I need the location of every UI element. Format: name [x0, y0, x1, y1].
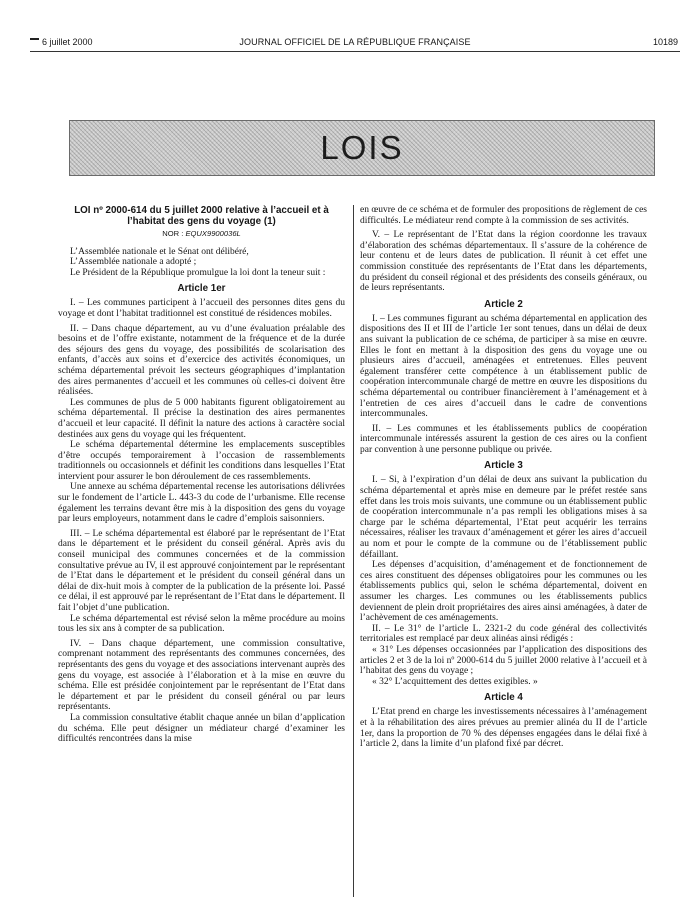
- preamble-line: L’Assemblée nationale et le Sénat ont délibéré,: [70, 246, 249, 257]
- text-columns: [58, 205, 660, 905]
- paragraph: « 32° L’acquittement des dettes exigibles. »: [372, 676, 538, 687]
- paragraph: II. – Le 31° de l’article L. 2321-2 du code général des collectivités territoriales est remplacé par deux alinéas ainsi rédigés :: [360, 623, 647, 645]
- paragraph: en œuvre de ce schéma et de formuler des propositions de règlement de ces difficultés. Le médiateur rend compte à la commission de ses activités.: [360, 205, 647, 226]
- article-heading: Article 4: [484, 692, 523, 704]
- paragraph: Une annexe au schéma départemental recense les autorisations délivrées sur le fondement de l’article L. 443-3 du code de l’urbanisme. Elle recense également les terrains devant être mis à la disposition des gens du voyage par leurs employeurs, notamment dans le cadre d’emplois saisonniers.: [58, 482, 345, 525]
- journal-title: JOURNAL OFFICIEL DE LA RÉPUBLIQUE FRANÇAISE: [239, 37, 471, 47]
- section-title: LOIS: [320, 129, 404, 166]
- paragraph: II. – Dans chaque département, au vu d’une évaluation préalable des besoins et de l’offre existante, notamment de la fréquence et de la durée des séjours des gens du voyage, des possibilités de scolarisation des enfants, d’accès aux soins et d’exercice des activités économiques, un schéma départemental prévoit les secteurs géographiques d’implantation des aires permanentes d’accueil et les communes où celles-ci doivent être réalisées.: [58, 323, 345, 398]
- paragraph: IV. – Dans chaque département, une commission consultative, comprenant notamment des représentants des communes concernées, des représentants des gens du voyage et des associations intervenant auprès des gens du voyage, est associée à l’élaboration et à la mise en œuvre du schéma. Elle est présidée conjointement par le représentant de l’Etat dans le département et par le président du conseil général ou par leurs représentants.: [58, 638, 345, 713]
- paragraph: Le schéma départemental est révisé selon la même procédure au moins tous les six ans à compter de sa publication.: [58, 613, 345, 635]
- header-date: 6 juillet 2000: [42, 37, 93, 47]
- preamble-line: Le Président de la République promulgue la loi dont la teneur suit :: [70, 267, 326, 278]
- paragraph: I. – Les communes figurant au schéma départemental en application des dispositions des II et III de l’article 1er sont tenues, dans un délai de deux ans suivant la publication de ce schéma, de participer à sa mise en œuvre. Elles le font en mettant à la disposition des gens du voyage une ou plusieurs aires d’accueil, aménagées et entretenues. Elles peuvent également transférer cette compétence à un établissement public de coopération intercommunale chargé de mettre en œuvre les dispositions du schéma départemental ou contribuer financièrement à l’aménagement et à l’entretien de ces aires d’accueil dans le cadre de conventions intercommunales.: [360, 313, 647, 420]
- paragraph: V. – Le représentant de l’Etat dans la région coordonne les travaux d’élaboration des schémas départementaux. Il s’assure de la cohérence de leur contenu et de leurs dates de publication. Il réunit à cet effet une commission constituée des représentants de l’Etat dans les départements, du président du conseil régional et des présidents des conseils généraux, ou de leurs représentants.: [360, 230, 647, 294]
- paragraph: III. – Le schéma départemental est élaboré par le représentant de l’Etat dans le département et le président du conseil général. Après avis du conseil municipal des communes concernées et de la commission consultative prévue au IV, il est approuvé conjointement par le représentant de l’Etat dans le département et le président du conseil général dans un délai de dix-huit mois à compter de la publication de la présente loi. Passé ce délai, il est approuvé par le représentant de l’Etat dans le département. Il fait l’objet d’une publication.: [58, 528, 345, 613]
- section-banner: [69, 120, 655, 176]
- paragraph: La commission consultative établit chaque année un bilan d’application du schéma. Elle peut désigner un médiateur chargé d’examiner les difficultés rencontrées dans la mise: [58, 712, 345, 745]
- paragraph: Les dépenses d’acquisition, d’aménagement et de fonctionnement de ces aires constituent des dépenses obligatoires pour les communes ou les établissements publics qui, selon le schéma départemental, doivent en assumer les charges. Les communes ou les établissements publics deviennent de plein droit propriétaires des aires ainsi aménagées, à dater de l’achèvement de ces aménagements.: [360, 560, 647, 624]
- right-column: [360, 205, 647, 905]
- column-divider: [353, 205, 354, 897]
- nor-reference: [58, 229, 345, 240]
- paragraph: I. – Les communes participent à l’accueil des personnes dites gens du voyage et dont l’habitat traditionnel est constitué de résidences mobiles.: [58, 298, 345, 319]
- nor-code: EQUX9900036L: [185, 229, 241, 238]
- paragraph: Le schéma départemental détermine les emplacements susceptibles d’être occupés temporairement à l’occasion de rassemblements traditionnels ou occasionnels et définit les conditions dans lesquelles l’Etat intervient pour assurer le bon déroulement de ces rassemblements.: [58, 440, 345, 482]
- paragraph: I. – Si, à l’expiration d’un délai de deux ans suivant la publication du schéma départemental et après mise en demeure par le préfet restée sans effet dans les trois mois suivants, une commune ou un établissement public de coopération intercommunale n’a pas rempli les obligations mises à sa charge par le schéma départemental, l’Etat peut acquérir les terrains nécessaires, réaliser les travaux d’aménagement et gérer les aires d’accueil au nom et pour le compte de la commune ou de l’établissement public défaillant.: [360, 475, 647, 560]
- page-number: 10189: [652, 37, 678, 47]
- article-heading: Article 3: [484, 460, 523, 472]
- preamble-line: L’Assemblée nationale a adopté ;: [70, 257, 197, 268]
- paragraph: L’Etat prend en charge les investissements nécessaires à l’aménagement et à la réhabilitation des aires prévues au premier alinéa du II de l’article 1er, dans la proportion de 70 % des dépenses engagées dans le délai fixé à l’article 2, dans la limite d’un plafond fixé par décret.: [360, 707, 647, 750]
- law-title: LOI nº 2000-614 du 5 juillet 2000 relative à l’accueil et à l’habitat des gens du voyage (1): [74, 205, 329, 227]
- page-header: [30, 37, 680, 51]
- paragraph: Les communes de plus de 5 000 habitants figurent obligatoirement au schéma départemental. Il précise la destination des aires permanentes d’accueil et leur capacité. Il définit la nature des actions à caractère social destinées aux gens du voyage qui les fréquentent.: [58, 397, 345, 440]
- nor-label: NOR :: [162, 229, 186, 238]
- header-rule: [30, 51, 680, 52]
- paragraph: « 31° Les dépenses occasionnées par l’application des dispositions des articles 2 et 3 de la loi nº 2000-614 du 5 juillet 2000 relative à l’accueil et à l’habitat des gens du voyage ;: [360, 644, 647, 677]
- article-heading: Article 1er: [177, 283, 226, 295]
- paragraph: II. – Les communes et les établissements publics de coopération intercommunale intéressés assurent la gestion de ces aires ou la confient par convention à une personne publique ou privée.: [360, 423, 647, 455]
- left-column: [58, 205, 345, 905]
- article-heading: Article 2: [484, 298, 523, 310]
